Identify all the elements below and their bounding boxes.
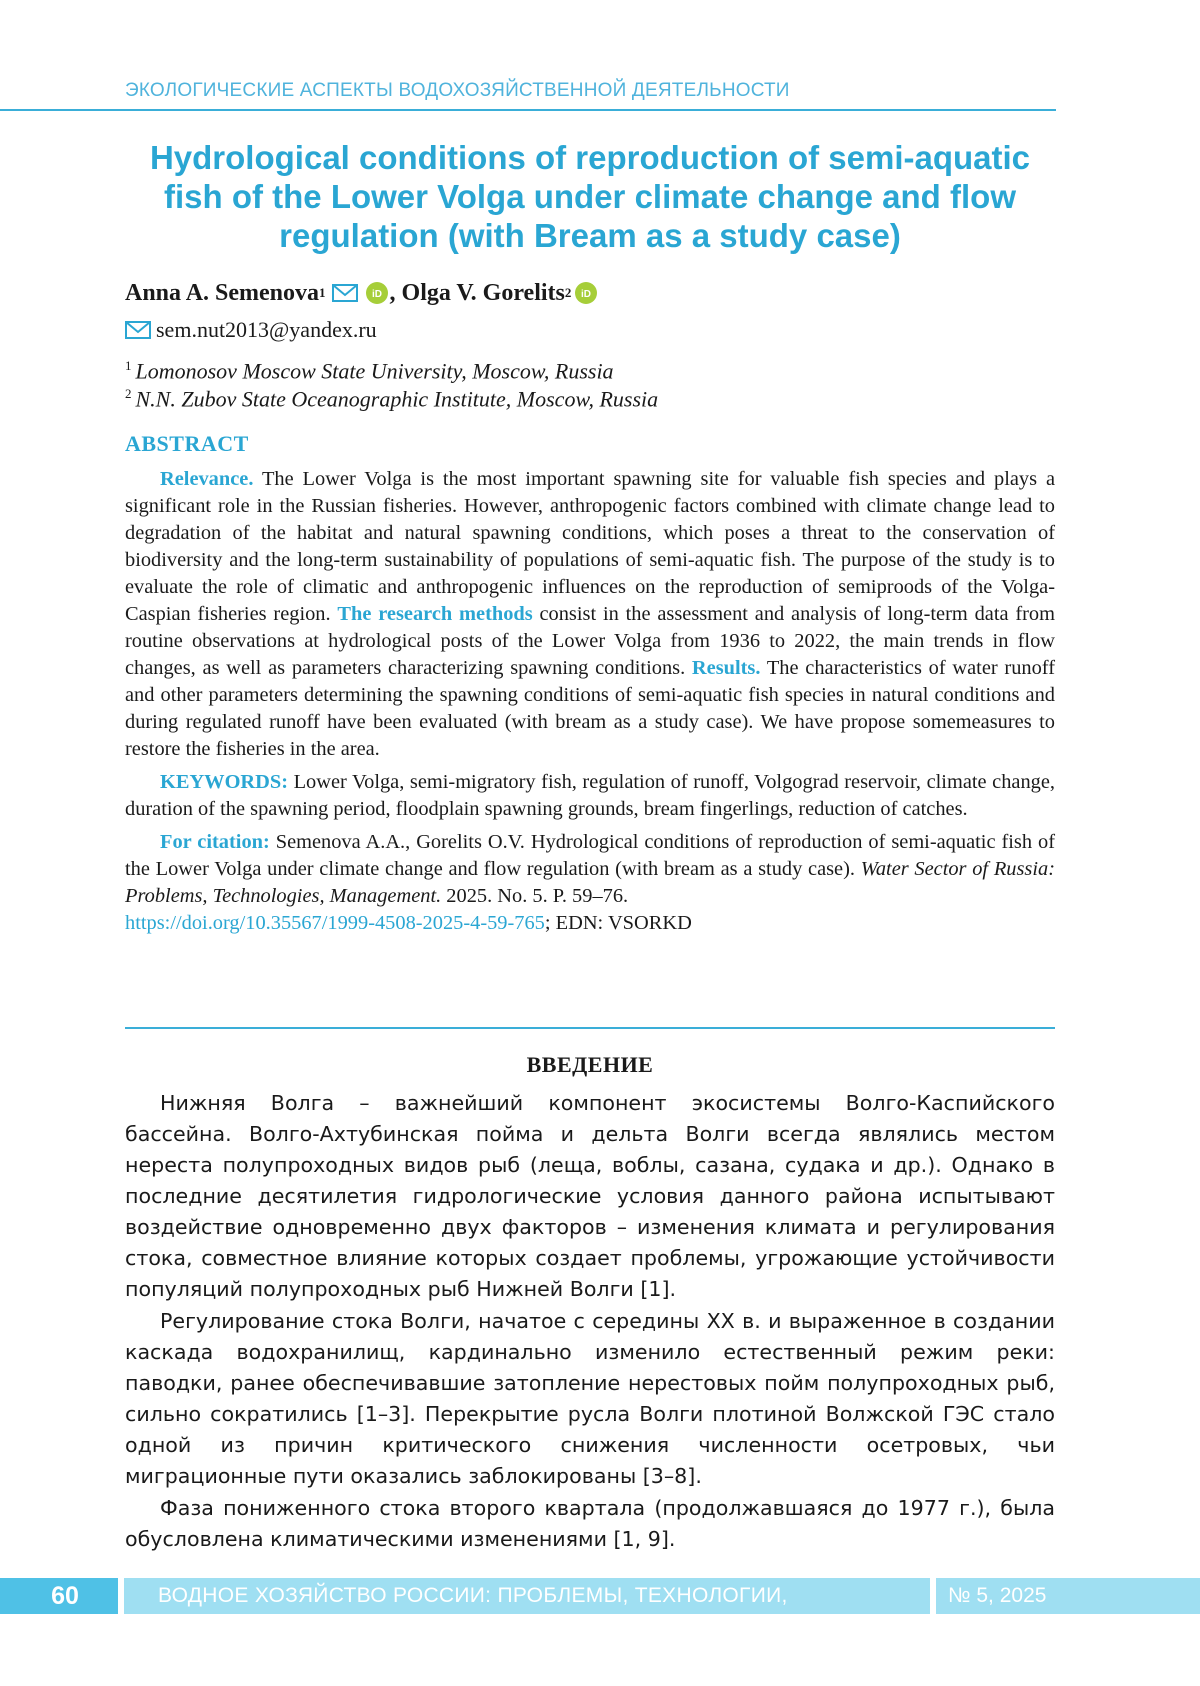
relevance-label: Relevance. [160,468,254,490]
affiliation-2 [125,380,658,413]
citation-text: Semenova A.A., Gorelits O.V. Hydrological conditions of reproduction of semi-aquatic fish of the Lower Volga under climate change and flow regulation (with bream as a study case). [125,831,1055,880]
author-name: Anna A. Semenova [125,280,320,306]
article-title [125,138,1055,255]
orcid-icon[interactable] [366,282,388,304]
mail-icon [125,321,151,339]
affiliation-sup: 2 [125,386,132,401]
section-divider [125,1027,1055,1029]
introduction-text [125,1088,1055,1556]
svg-text:iD: iD [371,289,382,300]
abstract-paragraph [125,466,1055,763]
keywords-label: KEYWORDS: [160,771,289,793]
body-paragraph: Нижняя Волга – важнейший компонент экосистемы Волго-Каспийского бассейна. Волго-Ахтубинская пойма и дельта Волги всегда являлись местом нереста полупроходных видов рыб (леща, воблы, сазана, судака и др.). Однако в последние десятилетия гидрологические условия данного района испытывают воздействие одновременно двух факторов – изменения климата и регулирования стока, совместное влияние которых создает проблемы, угрожающие устойчивости популяций полупроходных рыб Нижней Волги [1]. [125,1091,1055,1301]
citation-journal: Water Sector of Russia: Problems, Technologies, Management. [125,858,1055,907]
body-paragraph: Фаза пониженного стока второго квартала (продолжавшаяся до 1977 г.), была обусловлена климатическими изменениями [1, 9]. [125,1496,1055,1551]
svg-text:iD: iD [581,289,592,300]
author-affil-sup: 2 [564,285,572,300]
relevance-text: The Lower Volga is the most important spawning site for valuable fish species and plays a significant role in the Russian fisheries. However, anthropogenic factors combined with climate change lead to degradation of the habitat and natural spawning conditions, which poses a threat to the conservation of biodiversity and the long-term sustainability of populations of semi-aquatic fish. The purpose of the study is to evaluate the role of climatic and anthropogenic influences on the reproduction of semiproods of the Volga-Caspian fisheries region. [125,468,1055,625]
citation-label: For citation: [160,831,270,853]
results-text: The characteristics of water runoff and other parameters determining the spawning conditions of semi-aquatic fish species in natural conditions and during regulated runoff have been evaluated (with bream as a study case). We have propose somemeasures to restore the fisheries in the area. [125,657,1055,760]
title-line: regulation (with Bream as a study case) [279,217,901,254]
citation-tail: 2025. No. 5. P. 59–76. [441,885,629,907]
page-number: 60 [0,1578,118,1614]
results-label: Results. [691,657,761,679]
keywords-text: Lower Volga, semi-migratory fish, regulation of runoff, Volgograd reservoir, climate change, duration of the spawning period, floodplain spawning grounds, bream fingerlings, reduction of catches. [125,771,1055,820]
contact-email-row [125,316,377,344]
edn-text: ; EDN: VSORKD [544,912,692,934]
citation-paragraph [125,829,1055,937]
journal-name: ВОДНОЕ ХОЗЯЙСТВО РОССИИ: ПРОБЛЕМЫ, ТЕХНОЛОГИИ, УПРАВЛЕНИЕ [124,1578,930,1614]
running-head: ЭКОЛОГИЧЕСКИЕ АСПЕКТЫ ВОДОХОЗЯЙСТВЕННОЙ ДЕЯТЕЛЬНОСТИ [125,80,790,101]
affiliation-sup: 1 [125,358,132,373]
section-heading: ВВЕДЕНИЕ [526,1052,654,1077]
title-line: Hydrological conditions of reproduction of semi-aquatic [149,139,1031,176]
header-rule [0,109,1056,111]
doi-link[interactable]: https://doi.org/10.35567/1999-4508-2025-4-59-765 [125,912,545,934]
orcid-icon[interactable] [575,282,597,304]
abstract-heading: ABSTRACT [125,431,249,456]
title-line: fish of the Lower Volga under climate change and flow [164,178,1016,215]
affiliation-text: Lomonosov Moscow State University, Moscow, Russia [135,358,614,384]
issue-number: № 5, 2025 [936,1578,1200,1614]
body-paragraph: Регулирование стока Волги, начатое с середины XX в. и выраженное в создании каскада водохранилищ, кардинально изменило естественный режим реки: паводки, ранее обеспечивавшие затопление нерестовых пойм полупроходных рыб, сильно сократились [1–3]. Перекрытие русла Волги плотиной Волжской ГЭС стало одной из причин критического снижения численности осетровых, чьи миграционные пути оказались заблокированы [3–8]. [125,1309,1055,1488]
author-list [125,278,1055,308]
page-footer [0,1578,1200,1643]
contact-email[interactable]: sem.nut2013@yandex.ru [156,317,377,342]
keywords-paragraph [125,769,1055,823]
methods-text: consist in the assessment and analysis of long-term data from routine observations at hydrological posts of the Lower Volga from 1936 to 2022, the main trends in flow changes, as well as parameters characterizing spawning conditions. [125,603,1055,679]
mail-icon[interactable] [332,284,358,302]
affiliation-text: N.N. Zubov State Oceanographic Institute, Moscow, Russia [135,386,659,412]
abstract-body [125,466,1055,943]
author-affil-sup: 1 [319,285,326,300]
author-name: , Olga V. Gorelits [389,280,565,306]
methods-label: The research methods [337,603,533,625]
